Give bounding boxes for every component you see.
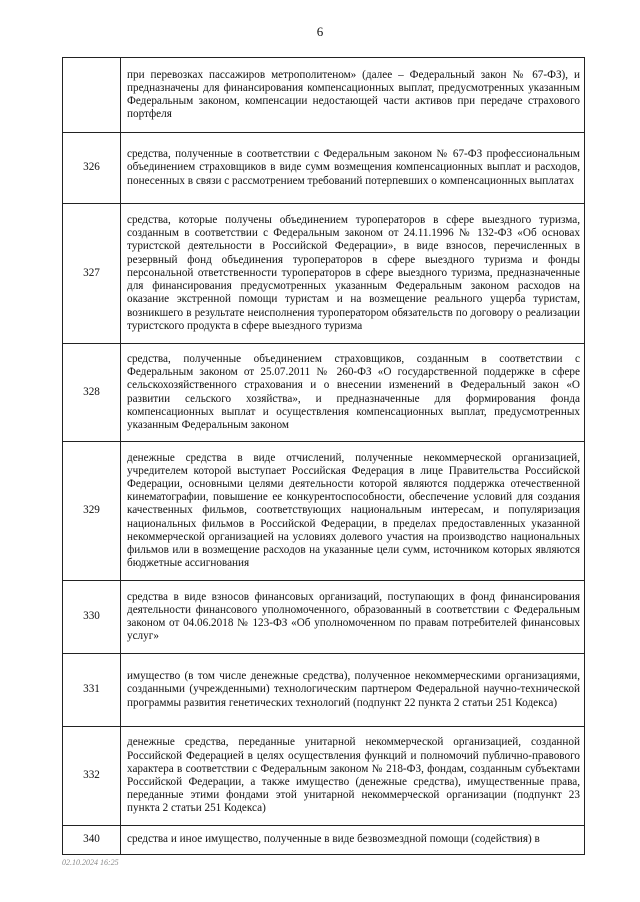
row-code: 332 <box>63 727 121 826</box>
row-code: 326 <box>63 133 121 204</box>
row-description: средства, полученные в соответствии с Федеральным законом № 67-ФЗ профессиональным объединением страховщиков в виде сумм возмещения компенсационных выплат и расходов, понесенных в связи с рассмотрением требований потерпевших о компенсационных выплатах <box>121 133 585 204</box>
table-row <box>63 826 585 855</box>
page-number: 6 <box>316 24 324 39</box>
table-row <box>63 133 585 204</box>
row-code: 329 <box>63 442 121 581</box>
row-description: денежные средства в виде отчислений, полученные некоммерческой организацией, учредителем которой выступает Российская Федерация в лице Правительства Российской Федерации, основными целями деятельности которой являются поддержка отечественной кинематографии, повышение ее конкурентоспособности, обеспечение условий для создания качественных фильмов, соответствующих национальным интересам, и популяризация национальных фильмов в Российской Федерации, в пределах предоставленных указанной некоммерческой организацией на условиях долевого участия на производство национальных фильмов или в возмещение расходов на указанные цели сумм, источником которых являются бюджетные ассигнования <box>121 442 585 581</box>
row-description: средства, полученные объединением страховщиков, созданным в соответствии с Федеральным законом от 25.07.2011 № 260-ФЗ «О государственной поддержке в сфере сельскохозяйственного страхования и о внесении изменений в Федеральный закон «О развитии сельского хозяйства», и предназначенные для формирования фонда компенсационных выплат и осуществления компенсационных выплат, предусмотренных указанным Федеральным законом <box>121 344 585 442</box>
table-row <box>63 58 585 133</box>
row-code: 331 <box>63 654 121 727</box>
table-row <box>63 442 585 581</box>
row-code: 330 <box>63 581 121 654</box>
row-code: 340 <box>63 826 121 855</box>
row-description: денежные средства, переданные унитарной некоммерческой организацией, созданной Российской Федерацией в целях осуществления функций и полномочий публично-правового характера в соответствии с Федеральным законом № 218-ФЗ, фондам, созданным субъектами Российской Федерации, а также имущество (денежные средства), имущественные права, переданные этими фондами этой унитарной некоммерческой организации (подпункт 23 пункта 2 статьи 251 Кодекса) <box>121 727 585 826</box>
electronic-signature-stamp <box>62 858 119 868</box>
row-code <box>63 58 121 133</box>
table-row <box>63 344 585 442</box>
row-description: средства, которые получены объединением туроператоров в сфере выездного туризма, созданным в соответствии с Федеральным законом от 24.11.1996 № 132-ФЗ «Об основах туристской деятельности в Российской Федерации», в виде взносов, перечисленных в резервный фонд объединения туроператоров в сфере выездного туризма и фонды персональной ответственности туроператоров в сфере выездного туризма, предназначенные для финансирования предусмотренных указанным Федеральным законом расходов на оказание экстренной помощи туристам и на возмещение реального ущерба туристам, возникшего в результате неисполнения туроператором обязательств по договору о реализации туристского продукта в сфере выездного туризма <box>121 204 585 344</box>
table-row <box>63 204 585 344</box>
row-code: 327 <box>63 204 121 344</box>
table-row <box>63 581 585 654</box>
table-row <box>63 654 585 727</box>
income-codes-table <box>62 57 585 855</box>
stamp-timestamp: 02.10.2024 16:25 <box>62 858 119 867</box>
row-description: средства и иное имущество, полученные в виде безвозмездной помощи (содействия) в <box>121 826 585 855</box>
row-description: при перевозках пассажиров метрополитеном» (далее – Федеральный закон № 67-ФЗ), и предназначены для финансирования компенсационных выплат, предусмотренных указанным Федеральным законом, компенсации недостающей части активов при передаче страхового портфеля <box>121 58 585 133</box>
table-row <box>63 727 585 826</box>
row-code: 328 <box>63 344 121 442</box>
row-description: имущество (в том числе денежные средства), полученное некоммерческими организациями, созданными (учрежденными) технологическим партнером Федеральной научно-технической программы развития генетических технологий (подпункт 22 пункта 2 статьи 251 Кодекса) <box>121 654 585 727</box>
row-description: средства в виде взносов финансовых организаций, поступающих в фонд финансирования деятельности финансового уполномоченного, образованный в соответствии с Федеральным законом от 04.06.2018 № 123-ФЗ «Об уполномоченном по правам потребителей финансовых услуг» <box>121 581 585 654</box>
